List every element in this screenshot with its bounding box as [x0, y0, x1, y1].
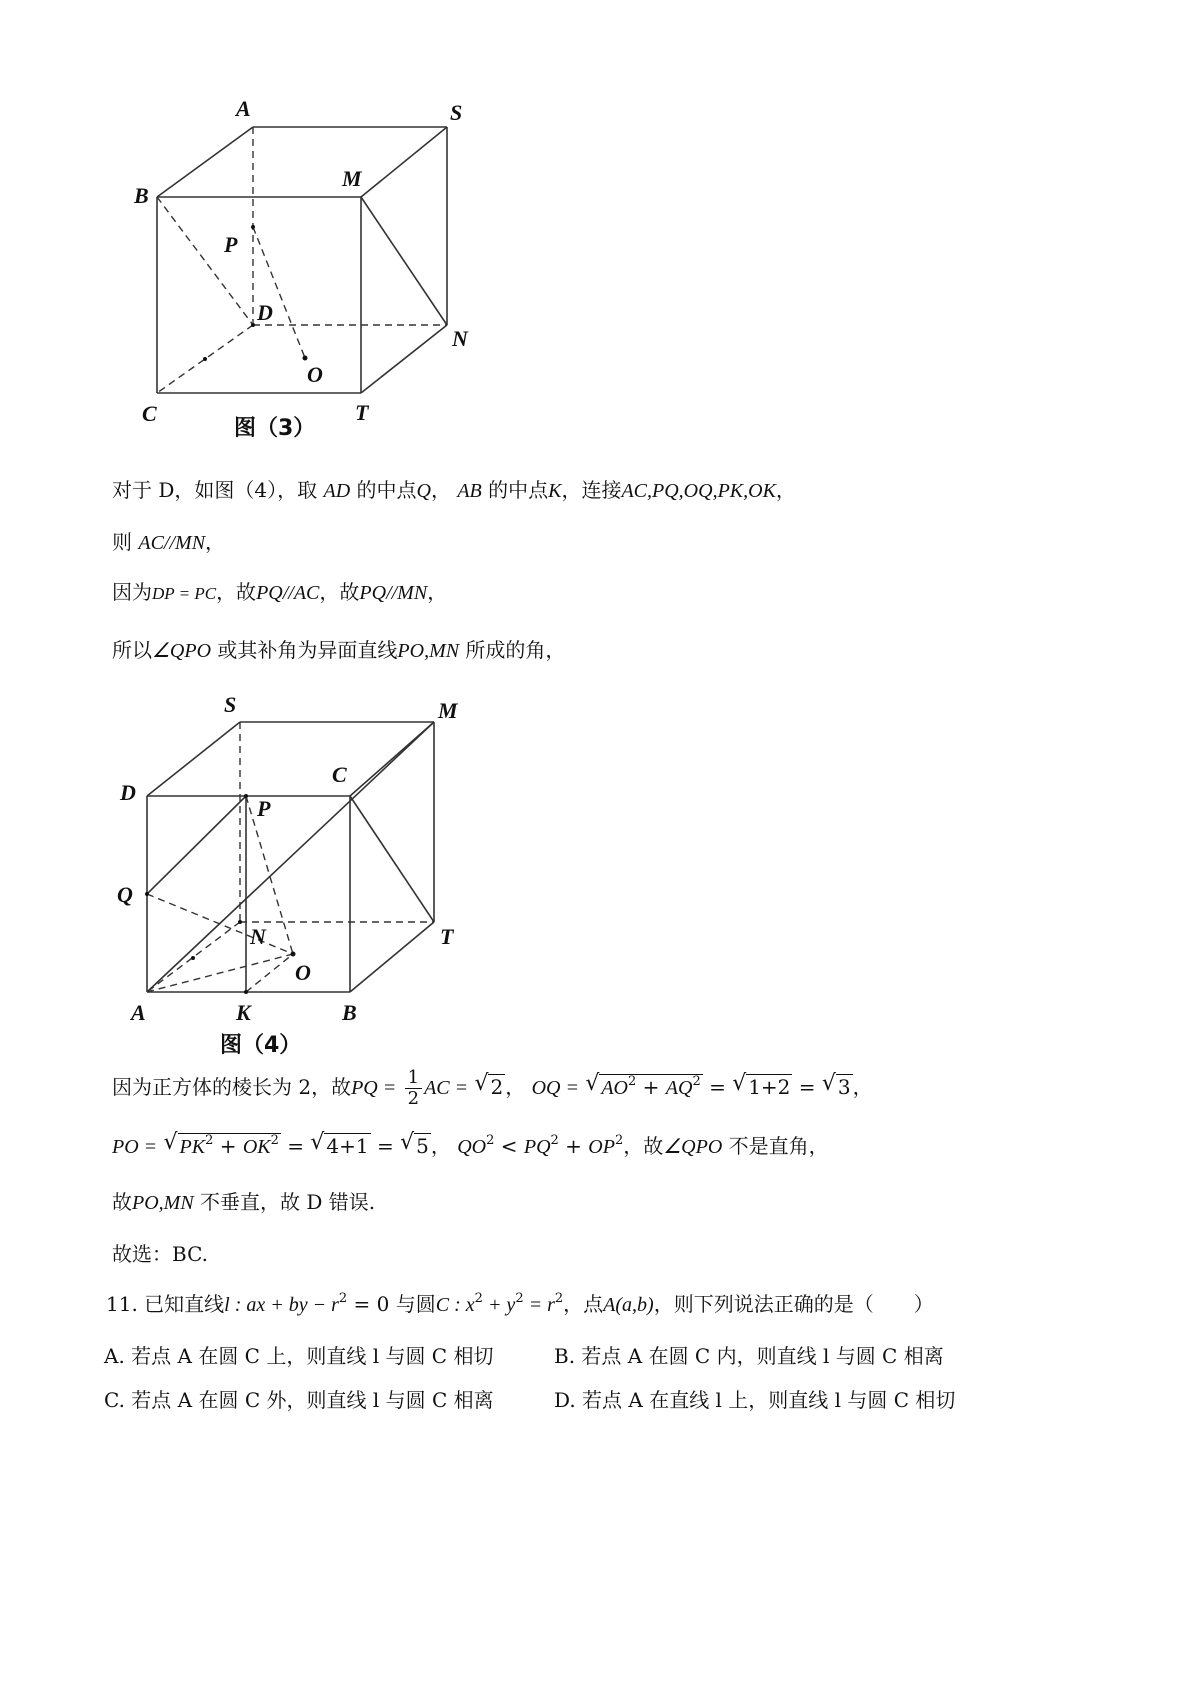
label-N: N — [250, 924, 266, 949]
label-S: S — [224, 692, 237, 717]
option-A[interactable]: A. 若点 A 在圆 C 上，则直线 l 与圆 C 相切 — [104, 1344, 494, 1368]
text-line-4: 所以∠QPO 或其补角为异面直线PO,MN 所成的角， — [112, 638, 566, 662]
segment-PO — [253, 227, 305, 358]
text-line-3: 因为DP = PC，故PQ//AC，故PQ//MN， — [112, 580, 448, 604]
edge-DS — [147, 722, 240, 796]
segment-QP — [147, 796, 246, 894]
edge-BT — [350, 922, 434, 992]
label-A: A — [236, 96, 251, 121]
option-C[interactable]: C. 若点 A 在圆 C 外，则直线 l 与圆 C 相离 — [104, 1388, 494, 1412]
fraction-one-half: $\frac{1}{2}$ — [405, 1068, 422, 1109]
label-S: S — [450, 100, 463, 125]
label-K: K — [236, 1000, 251, 1025]
question-11: 11. 已知直线l : ax + by − $r^2 = 0$ 与圆C : $x^2 + y^2 = r^2$，点A(a,b)，则下列说法正确的是（ ） — [106, 1291, 934, 1316]
text-line-8: 故选：BC. — [112, 1242, 209, 1266]
label-N: N — [452, 326, 468, 351]
label-D: D — [120, 780, 136, 805]
label-Q: Q — [117, 882, 133, 907]
figure-4 — [0, 690, 560, 1070]
text-line-5: 因为正方体的棱长为 2，故PQ = $\frac{1}{2}$ AC = √ 2 ， OQ = √ $AO^2 + AQ^2$ = √ 1+2 = √ 3 ， — [112, 1068, 873, 1109]
text-line-7: 故PO,MN 不垂直，故 D 错误. — [112, 1190, 376, 1214]
label-O: O — [307, 362, 323, 387]
label-C: C — [142, 401, 157, 426]
label-A: A — [131, 1000, 146, 1025]
label-O: O — [295, 960, 311, 985]
figure-3-caption: 图（3） — [234, 416, 316, 441]
label-D: D — [257, 300, 273, 325]
label-B: B — [134, 183, 149, 208]
option-B[interactable]: B. 若点 A 在圆 C 内，则直线 l 与圆 C 相离 — [554, 1344, 944, 1368]
label-P: P — [257, 796, 271, 821]
figure-4-caption: 图（4） — [220, 1033, 302, 1058]
label-P: P — [224, 232, 238, 257]
figure-3 — [0, 0, 560, 450]
edge-CT — [350, 796, 434, 922]
label-T: T — [440, 924, 454, 949]
text-line-6: PO = √ $PK^2 + OK^2$ = √ 4+1 = √ 5 ， $QO^2 < PQ^2 + OP^2$，故∠QPO 不是直角， — [112, 1132, 829, 1161]
label-M: M — [438, 698, 458, 723]
edge-MS — [361, 127, 447, 197]
option-D[interactable]: D. 若点 A 在直线 l 上，则直线 l 与圆 C 相切 — [554, 1388, 956, 1412]
text-line-2: 则 AC//MN， — [112, 530, 226, 554]
edge-BD — [157, 197, 253, 325]
segment-QO — [147, 894, 293, 954]
label-T: T — [355, 400, 369, 425]
edge-BA — [157, 127, 253, 197]
edge-TN — [361, 325, 447, 393]
edge-MN — [361, 197, 447, 325]
label-C: C — [332, 762, 347, 787]
segment-AO — [147, 954, 293, 992]
text-line-1: 对于 D，如图（4），取 AD 的中点Q， AB 的中点K，连接AC,PQ,OQ,PK,OK， — [112, 478, 796, 502]
label-B: B — [342, 1000, 357, 1025]
label-M: M — [342, 166, 362, 191]
